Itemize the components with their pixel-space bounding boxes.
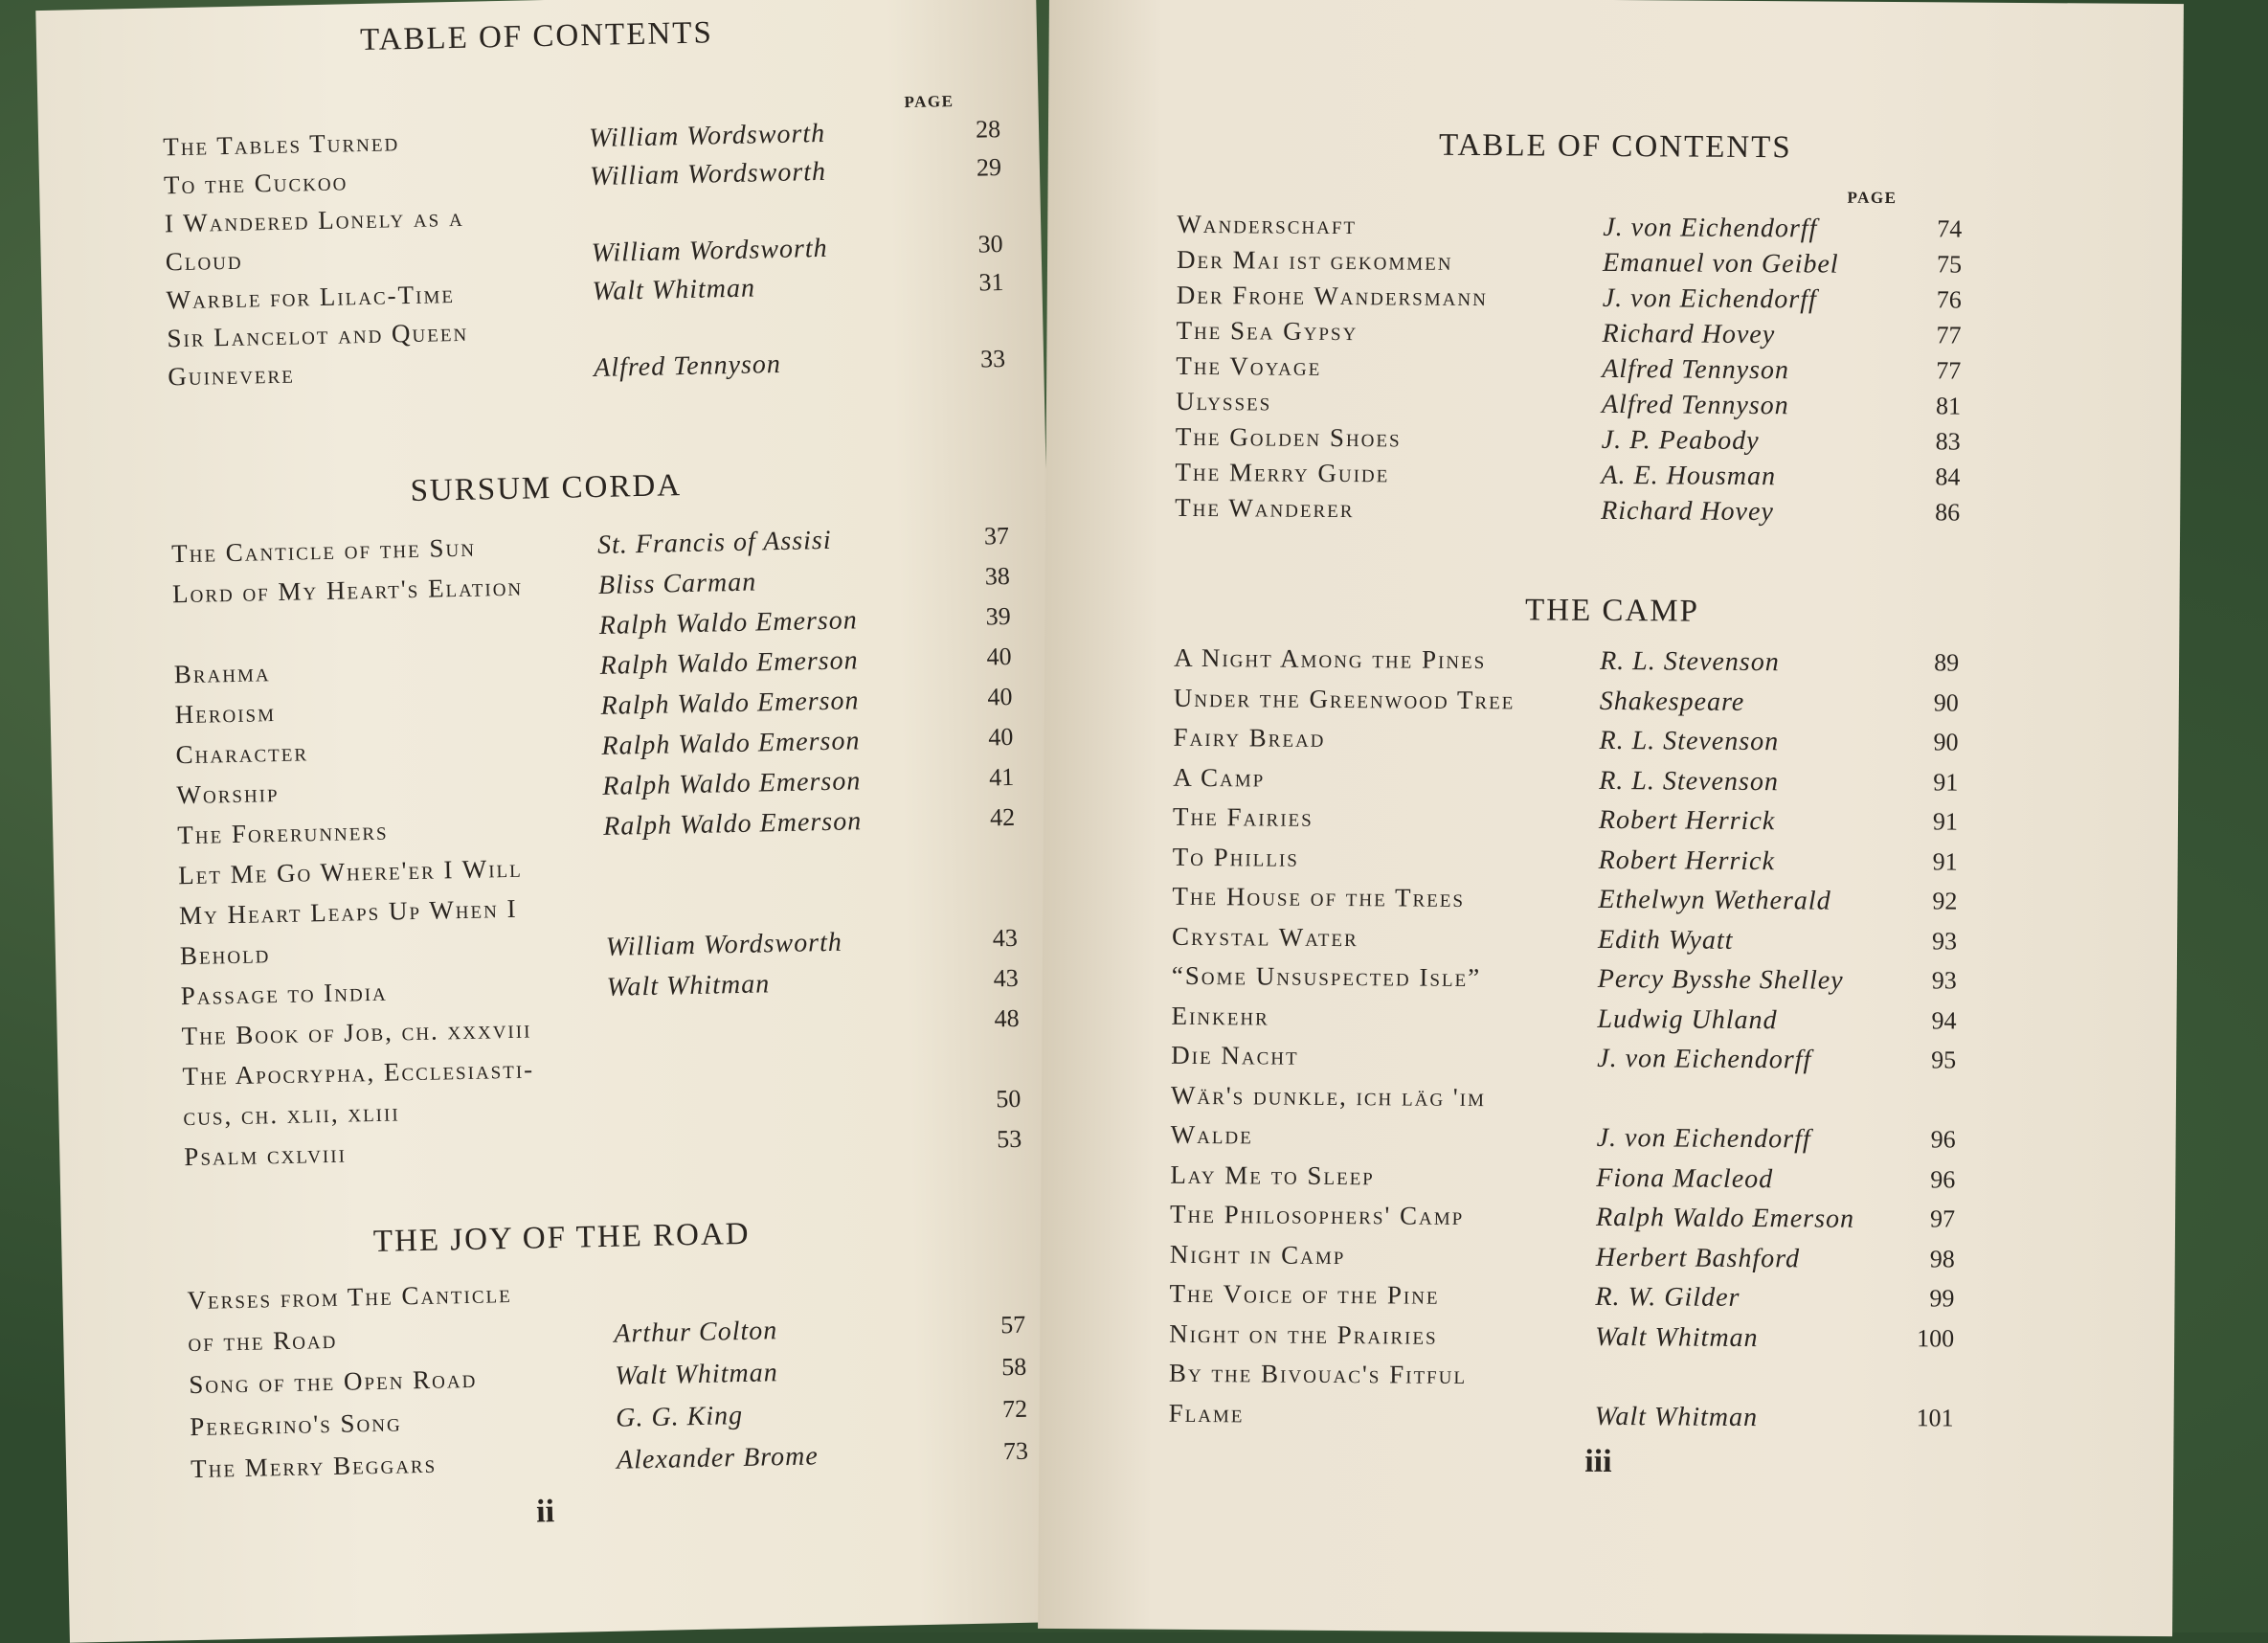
toc-entry-author: Percy Bysshe Shelley [1598, 964, 1844, 997]
toc-entry-title: To Phillis [1173, 842, 1299, 872]
toc-entry-author: Walt Whitman [615, 1358, 778, 1392]
toc-entry-title: Lord of My Heart's Elation [172, 573, 524, 610]
toc-entry [1044, 642, 2179, 688]
toc-entry-title: I Wandered Lonely as a [165, 203, 464, 239]
toc-entry-page [956, 306, 1004, 307]
toc-entry-author: Fiona Macleod [1596, 1162, 1773, 1194]
toc-entry-author: Robert Herrick [1599, 805, 1776, 837]
toc-entry-title: Behold [180, 939, 271, 971]
toc-entry-author: Alexander Brome [617, 1441, 819, 1475]
left-page [35, 0, 1069, 1643]
toc-entry-page: 43 [969, 924, 1018, 954]
toc-entry-page: 37 [961, 522, 1010, 551]
toc-entry [1044, 761, 2178, 807]
left-section-heading-sursum-corda: SURSUM CORDA [46, 461, 1047, 517]
toc-entry-title: The Apocrypha, Ecclesiasti- [182, 1054, 534, 1092]
right-page [1038, 0, 2184, 1636]
toc-entry-page: 91 [1910, 847, 1958, 876]
toc-entry-page: 75 [1914, 250, 1962, 279]
toc-entry-page: 93 [1909, 927, 1957, 956]
toc-entry-page: 84 [1912, 462, 1960, 491]
toc-entry-author: Walt Whitman [606, 969, 770, 1003]
toc-entry-page: 48 [971, 1004, 1020, 1034]
toc-entry [1040, 1278, 2174, 1324]
toc-entry-title: Wanderschaft [1177, 210, 1357, 240]
toc-entry-title: Worship [176, 778, 280, 810]
toc-entry-author: St. Francis of Assisi [597, 526, 832, 561]
toc-entry-page: 96 [1908, 1125, 1956, 1154]
toc-entry-title: By the Bivouac's Fitful [1169, 1359, 1467, 1390]
toc-entry-author: Emanuel von Geibel [1603, 248, 1839, 281]
toc-entry-title: Lay Me to Sleep [1170, 1159, 1375, 1190]
toc-entry [1042, 1040, 2176, 1086]
toc-entry-title: Night in Camp [1170, 1239, 1346, 1270]
toc-entry [1043, 960, 2177, 1006]
toc-entry-author: Ralph Waldo Emerson [600, 686, 860, 722]
toc-entry-author: Ralph Waldo Emerson [602, 766, 862, 802]
left-group-3 [62, 1268, 1063, 1289]
toc-entry-title: Sir Lancelot and Queen [167, 318, 468, 354]
toc-entry-author: J. von Eichendorff [1597, 1123, 1811, 1156]
toc-entry-author: Alfred Tennyson [1602, 390, 1789, 421]
toc-entry-author: William Wordsworth [590, 157, 827, 192]
toc-entry-title: The Voyage [1176, 351, 1321, 382]
toc-entry-author: Robert Herrick [1599, 844, 1776, 876]
right-page-column-label: PAGE [1847, 189, 1897, 208]
toc-entry [1041, 1159, 2175, 1204]
toc-entry-title: Flame [1169, 1398, 1245, 1429]
toc-entry-author: Alfred Tennyson [1602, 354, 1789, 386]
toc-entry-title: Passage to India [181, 978, 388, 1012]
toc-entry-author: J. von Eichendorff [1603, 213, 1817, 245]
toc-entry-page: 98 [1907, 1245, 1955, 1273]
toc-entry-page: 95 [1908, 1046, 1956, 1074]
toc-entry-title: The Fairies [1173, 802, 1314, 833]
left-group-1 [38, 114, 1039, 135]
toc-entry-author: J. P. Peabody [1602, 425, 1760, 457]
toc-entry-title: The Philosophers' Camp [1170, 1200, 1464, 1231]
toc-entry [1044, 801, 2178, 847]
toc-entry-author: Ralph Waldo Emerson [601, 726, 861, 762]
toc-entry-page: 41 [966, 763, 1015, 793]
toc-entry-title: Psalm cxlviii [184, 1139, 347, 1173]
toc-entry-page [972, 1045, 1020, 1046]
toc-entry-page: 99 [1906, 1284, 1954, 1313]
toc-entry-author: Ethelwyn Wetherald [1598, 885, 1830, 917]
toc-entry-page: 97 [1907, 1204, 1955, 1233]
toc-entry-page: 89 [1911, 648, 1959, 677]
toc-entry-title: Einkehr [1171, 1001, 1269, 1031]
toc-entry-page: 74 [1914, 214, 1962, 243]
toc-entry-title: The Wanderer [1175, 493, 1355, 524]
toc-entry [1044, 841, 2178, 887]
toc-entry-page: 72 [979, 1395, 1028, 1425]
toc-entry-title: Character [175, 737, 308, 770]
toc-entry [1043, 881, 2177, 927]
toc-entry-title: Warble for Lilac-Time [166, 280, 455, 315]
toc-entry-author: Richard Hovey [1601, 496, 1774, 528]
toc-entry-title: The Voice of the Pine [1169, 1279, 1439, 1311]
left-page-column-label: PAGE [904, 92, 954, 112]
toc-entry-title: Walde [1171, 1120, 1253, 1151]
toc-entry-page: 76 [1914, 285, 1962, 314]
toc-entry-author: William Wordsworth [589, 119, 826, 154]
toc-entry-author: William Wordsworth [591, 234, 828, 269]
toc-entry-page [977, 1269, 1024, 1270]
toc-entry-page [954, 191, 1001, 192]
toc-entry-title: The Golden Shoes [1176, 422, 1402, 454]
toc-entry [1039, 1397, 2173, 1443]
toc-entry-page: 57 [977, 1311, 1026, 1340]
toc-entry-author: R. L. Stevenson [1599, 726, 1779, 757]
toc-entry-title: Verses from The Canticle [187, 1279, 512, 1316]
toc-entry-title: Ulysses [1176, 387, 1271, 417]
toc-entry [1043, 920, 2177, 966]
toc-entry-author: Alfred Tennyson [594, 349, 781, 384]
toc-entry-page: 101 [1906, 1404, 1954, 1432]
toc-entry-page: 73 [980, 1437, 1029, 1467]
right-section-heading-the-camp: THE CAMP [1044, 590, 2179, 633]
toc-entry-author: Arthur Colton [614, 1316, 778, 1350]
toc-entry-title: The Sea Gypsy [1176, 316, 1358, 347]
toc-entry-page: 77 [1913, 321, 1961, 349]
toc-entry-title: Night on the Prairies [1169, 1318, 1438, 1350]
toc-entry-author: J. von Eichendorff [1597, 1044, 1811, 1076]
toc-entry-page: 91 [1910, 807, 1958, 836]
toc-entry-title: Heroism [174, 698, 276, 730]
toc-entry [1041, 1238, 2175, 1284]
toc-entry-page: 100 [1906, 1324, 1954, 1353]
toc-entry-page: 39 [962, 602, 1011, 632]
toc-entry-page: 28 [953, 115, 1001, 145]
toc-entry-title: Let Me Go Where'er I Will [178, 854, 523, 891]
toc-entry-page: 92 [1909, 887, 1957, 915]
toc-entry-author: Ralph Waldo Emerson [603, 806, 863, 843]
toc-entry-title: Under the Greenwood Tree [1174, 683, 1516, 714]
toc-entry-page: 50 [973, 1085, 1022, 1114]
toc-entry-author: G. G. King [616, 1401, 744, 1434]
toc-entry-author: William Wordsworth [606, 928, 843, 963]
toc-entry [1042, 1000, 2176, 1046]
toc-entry-page: 90 [1911, 688, 1959, 717]
toc-entry [1042, 1079, 2176, 1125]
toc-entry [1040, 1358, 2174, 1404]
toc-entry-page: 29 [954, 153, 1002, 183]
toc-entry-page: 81 [1913, 392, 1961, 420]
toc-entry-page: 86 [1912, 498, 1960, 527]
toc-entry-author: Ralph Waldo Emerson [599, 605, 859, 641]
toc-entry-page: 53 [974, 1125, 1022, 1155]
toc-entry-title: cus, ch. xlii, xliii [183, 1097, 400, 1132]
toc-entry-page: 40 [965, 723, 1014, 753]
toc-entry-title: My Heart Leaps Up When I [179, 894, 518, 931]
toc-entry-author: Ralph Waldo Emerson [599, 645, 859, 682]
toc-entry-author: Bliss Carman [598, 567, 757, 600]
toc-entry-author: R. L. Stevenson [1600, 646, 1780, 678]
toc-entry-page: 40 [963, 642, 1012, 672]
toc-entry-title: Brahma [173, 658, 270, 689]
toc-entry-page: 30 [954, 230, 1003, 259]
toc-entry-page: 38 [962, 562, 1011, 592]
toc-entry-page: 83 [1913, 427, 1961, 456]
toc-entry-title: The Book of Job, ch. xxxviii [181, 1015, 531, 1052]
toc-entry-title: Cloud [165, 246, 242, 278]
toc-entry-author: Ludwig Uhland [1597, 1003, 1777, 1035]
toc-entry-page: 31 [955, 268, 1004, 298]
toc-entry-page: 33 [957, 345, 1006, 374]
toc-entry-page: 40 [964, 683, 1013, 712]
toc-entry-page: 58 [978, 1353, 1027, 1383]
toc-entry-title: Crystal Water [1172, 921, 1359, 952]
toc-entry-title: Der Frohe Wandersmann [1177, 281, 1488, 312]
toc-entry [1041, 1199, 2175, 1245]
toc-entry-title: Peregrino's Song [190, 1407, 402, 1442]
toc-entry [1045, 492, 2180, 538]
toc-entry-title: The Merry Beggars [191, 1450, 438, 1484]
toc-entry-title: A Camp [1173, 762, 1265, 793]
toc-entry-page [969, 884, 1017, 885]
toc-entry-title: To the Cuckoo [164, 167, 348, 200]
toc-entry-title: Fairy Bread [1173, 723, 1325, 754]
right-page-folio: iii [1584, 1444, 1612, 1480]
toc-entry-title: Song of the Open Road [189, 1364, 478, 1400]
left-section-heading-joy-of-road: THE JOY OF THE ROAD [61, 1210, 1063, 1267]
toc-entry [1044, 682, 2179, 728]
toc-entry-author: R. W. Gilder [1595, 1282, 1740, 1314]
toc-entry-author: Walt Whitman [1595, 1321, 1759, 1353]
toc-entry-author: Shakespeare [1600, 686, 1745, 717]
toc-entry-author: Walt Whitman [592, 273, 755, 307]
toc-entry-page: 90 [1910, 728, 1958, 756]
toc-entry-author: Edith Wyatt [1598, 924, 1734, 956]
toc-entry-page: 42 [967, 803, 1016, 833]
toc-entry-page: 94 [1908, 1006, 1956, 1035]
right-page-heading: TABLE OF CONTENTS [1048, 125, 2183, 169]
toc-entry-author: Walt Whitman [1595, 1401, 1759, 1432]
toc-entry-page: 77 [1913, 356, 1961, 385]
toc-entry-title: Wär's dunkle, ich läg 'im [1171, 1080, 1486, 1112]
toc-entry-title: The Tables Turned [163, 127, 400, 162]
toc-entry-title: The Merry Guide [1175, 458, 1389, 489]
toc-entry-title: Die Nacht [1171, 1041, 1299, 1071]
toc-entry-title: The Canticle of the Sun [171, 533, 476, 570]
toc-entry-title: Guinevere [168, 360, 295, 393]
toc-entry [1041, 1119, 2175, 1165]
toc-entry-title: A Night Among the Pines [1174, 643, 1486, 675]
toc-entry-title: The House of the Trees [1172, 882, 1465, 913]
right-group-1 [1047, 209, 2182, 216]
toc-entry-title: The Forerunners [177, 817, 389, 851]
toc-entry-title: of the Road [188, 1325, 338, 1358]
toc-entry-author: Ralph Waldo Emerson [1596, 1203, 1854, 1235]
toc-entry-author: Herbert Bashford [1596, 1242, 1801, 1273]
left-page-heading: TABLE OF CONTENTS [36, 9, 1038, 65]
toc-entry-author: R. L. Stevenson [1599, 765, 1779, 797]
toc-entry-title: Der Mai ist gekommen [1177, 245, 1453, 277]
toc-entry [1044, 722, 2178, 768]
right-group-2 [1044, 642, 2179, 650]
toc-entry-page: 96 [1907, 1165, 1955, 1194]
left-page-folio: ii [536, 1494, 555, 1530]
toc-entry-page: 91 [1910, 768, 1958, 797]
toc-entry [1040, 1317, 2174, 1363]
toc-entry-page: 43 [970, 964, 1019, 994]
toc-entry-author: J. von Eichendorff [1603, 283, 1817, 316]
toc-entry-page: 93 [1909, 966, 1957, 995]
toc-entry-author: A. E. Housman [1601, 461, 1776, 492]
left-group-2 [47, 521, 1047, 542]
toc-entry-author: Richard Hovey [1602, 319, 1775, 350]
toc-entry-title: “Some Unsuspected Isle” [1172, 961, 1482, 993]
